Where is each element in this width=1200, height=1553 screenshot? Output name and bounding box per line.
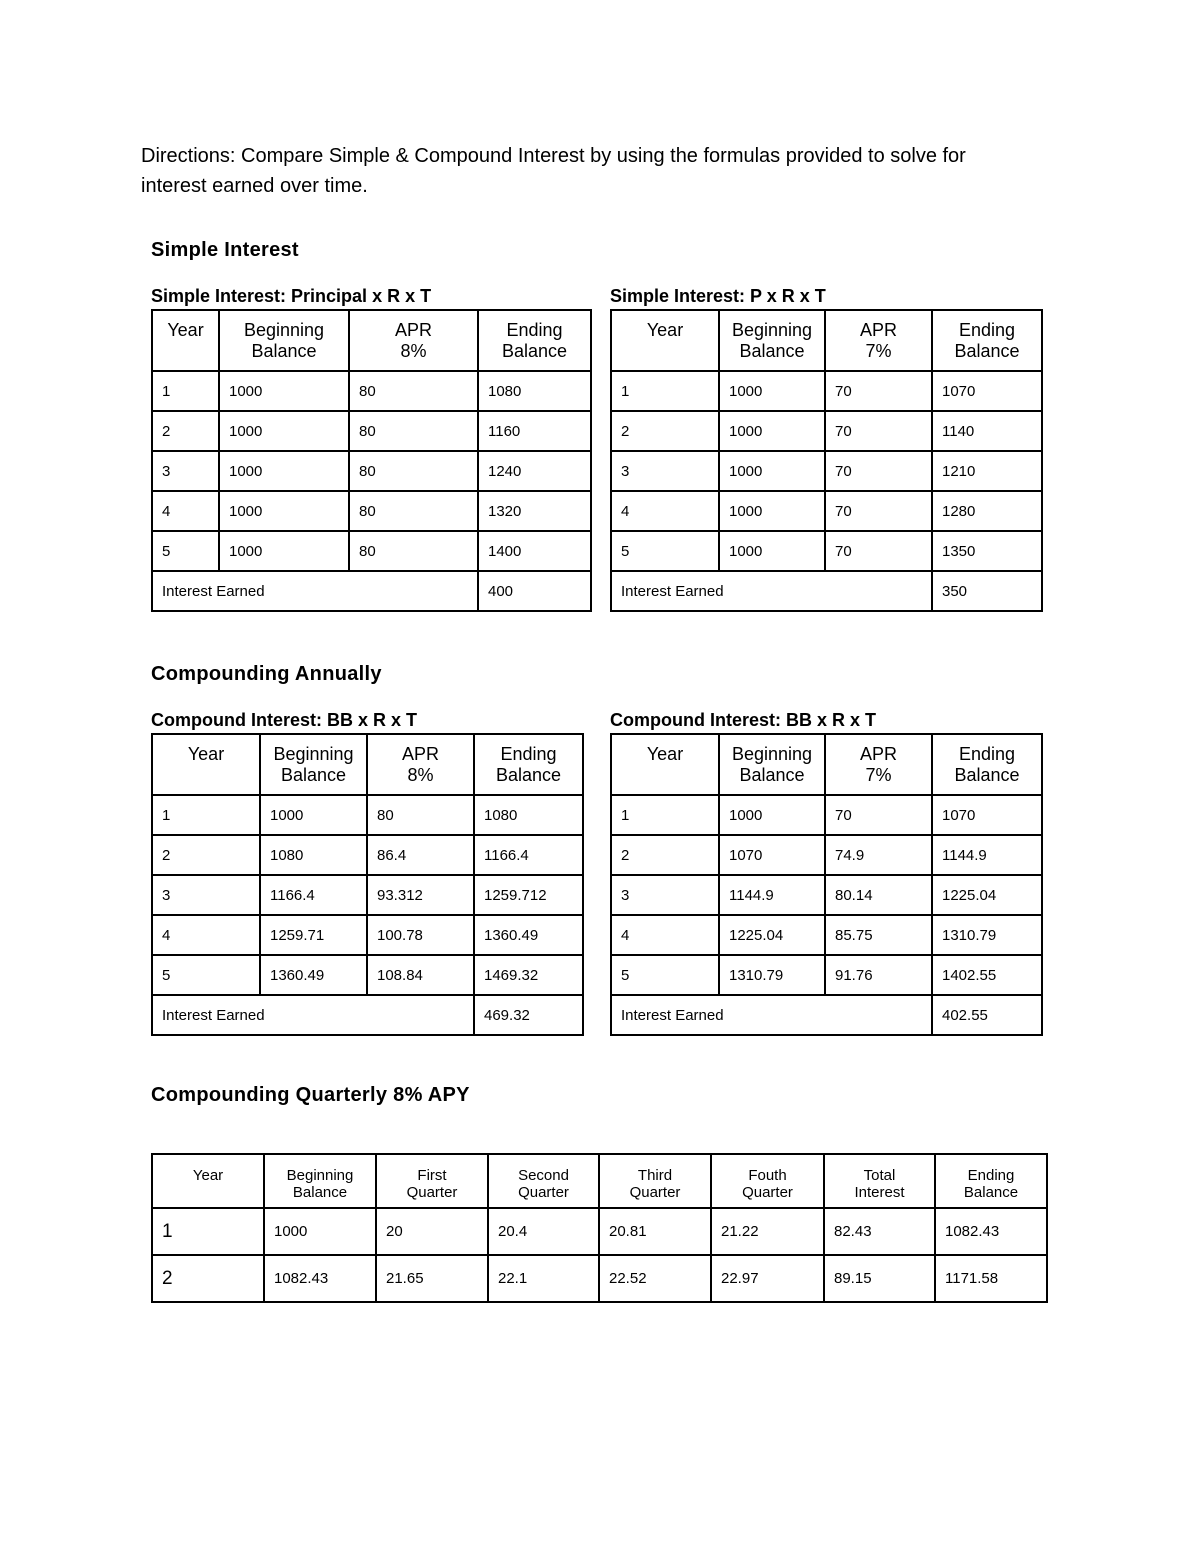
first-quarter-cell: 20 bbox=[376, 1208, 488, 1255]
header-balance-label: Balance bbox=[954, 341, 1020, 361]
interest-earned-row bbox=[611, 571, 1042, 611]
section-title-compounding-annually: Compounding Annually bbox=[151, 663, 382, 685]
header-apr-rate: 8% bbox=[400, 341, 427, 361]
year-cell: 1 bbox=[152, 371, 219, 411]
year-cell: 1 bbox=[152, 1208, 264, 1255]
section-title-compounding-quarterly: Compounding Quarterly 8% APY bbox=[151, 1084, 470, 1106]
header-second-quarter-line-2: Quarter bbox=[518, 1184, 569, 1201]
table-row bbox=[152, 451, 591, 491]
year-cell: 1 bbox=[611, 795, 719, 835]
ending-balance-cell: 1160 bbox=[478, 411, 591, 451]
second-quarter-cell: 22.1 bbox=[488, 1255, 599, 1302]
header-ending-balance bbox=[932, 734, 1042, 795]
apr-interest-cell: 80 bbox=[349, 451, 478, 491]
header-row bbox=[611, 734, 1042, 795]
apr-interest-cell: 70 bbox=[825, 411, 932, 451]
directions-text bbox=[141, 141, 1061, 201]
table-row bbox=[152, 835, 583, 875]
ending-balance-cell: 1080 bbox=[478, 371, 591, 411]
ending-balance-cell: 1402.55 bbox=[932, 955, 1042, 995]
header-apr bbox=[367, 734, 474, 795]
table-row bbox=[152, 411, 591, 451]
header-total-interest bbox=[824, 1154, 935, 1208]
apr-interest-cell: 70 bbox=[825, 531, 932, 571]
ending-balance-cell: 1166.4 bbox=[474, 835, 583, 875]
table-row bbox=[611, 875, 1042, 915]
apr-interest-cell: 80 bbox=[349, 411, 478, 451]
table-row bbox=[611, 915, 1042, 955]
ending-balance-cell: 1240 bbox=[478, 451, 591, 491]
interest-earned-value: 402.55 bbox=[932, 995, 1042, 1035]
beginning-balance-cell: 1000 bbox=[719, 531, 825, 571]
beginning-balance-cell: 1000 bbox=[719, 491, 825, 531]
year-cell: 2 bbox=[611, 411, 719, 451]
header-year bbox=[152, 734, 260, 795]
interest-earned-row bbox=[611, 995, 1042, 1035]
ending-balance-cell: 1082.43 bbox=[935, 1208, 1047, 1255]
year-cell: 5 bbox=[611, 955, 719, 995]
year-cell: 5 bbox=[611, 531, 719, 571]
header-apr bbox=[825, 310, 932, 371]
table-row bbox=[152, 915, 583, 955]
beginning-balance-cell: 1000 bbox=[719, 371, 825, 411]
ending-balance-cell: 1210 bbox=[932, 451, 1042, 491]
total-interest-cell: 82.43 bbox=[824, 1208, 935, 1255]
apr-interest-cell: 93.312 bbox=[367, 875, 474, 915]
year-cell: 5 bbox=[152, 531, 219, 571]
interest-earned-value: 350 bbox=[932, 571, 1042, 611]
ending-balance-cell: 1171.58 bbox=[935, 1255, 1047, 1302]
table-row bbox=[611, 531, 1042, 571]
apr-interest-cell: 108.84 bbox=[367, 955, 474, 995]
header-row bbox=[611, 310, 1042, 371]
beginning-balance-cell: 1000 bbox=[719, 795, 825, 835]
header-balance-label: Balance bbox=[280, 765, 347, 785]
header-beginning-label: Beginning bbox=[243, 320, 325, 340]
apr-interest-cell: 80 bbox=[349, 531, 478, 571]
year-cell: 2 bbox=[152, 411, 219, 451]
beginning-balance-cell: 1000 bbox=[219, 371, 349, 411]
apr-interest-cell: 80 bbox=[349, 371, 478, 411]
year-cell: 2 bbox=[152, 1255, 264, 1302]
table-row bbox=[152, 875, 583, 915]
header-row bbox=[152, 734, 583, 795]
apr-interest-cell: 70 bbox=[825, 451, 932, 491]
header-year bbox=[152, 310, 219, 371]
header-beginning-label: Beginning bbox=[731, 744, 813, 764]
apr-interest-cell: 80 bbox=[349, 491, 478, 531]
apr-interest-cell: 80 bbox=[367, 795, 474, 835]
table-row bbox=[611, 371, 1042, 411]
year-cell: 2 bbox=[611, 835, 719, 875]
ending-balance-cell: 1070 bbox=[932, 795, 1042, 835]
interest-earned-label: Interest Earned bbox=[611, 571, 932, 611]
header-beginning-balance bbox=[264, 1154, 376, 1208]
header-beginning-balance bbox=[219, 310, 349, 371]
header-apr bbox=[825, 734, 932, 795]
table-row bbox=[611, 491, 1042, 531]
header-ending-balance bbox=[935, 1154, 1047, 1208]
apr-interest-cell: 74.9 bbox=[825, 835, 932, 875]
header-beginning-balance-line-1: Beginning bbox=[286, 1167, 354, 1184]
beginning-balance-cell: 1070 bbox=[719, 835, 825, 875]
beginning-balance-cell: 1166.4 bbox=[260, 875, 367, 915]
header-third-quarter-line-2: Quarter bbox=[629, 1184, 681, 1201]
year-cell: 3 bbox=[611, 875, 719, 915]
beginning-balance-cell: 1144.9 bbox=[719, 875, 825, 915]
year-cell: 4 bbox=[152, 491, 219, 531]
header-beginning-balance bbox=[260, 734, 367, 795]
header-first-quarter bbox=[376, 1154, 488, 1208]
ending-balance-cell: 1310.79 bbox=[932, 915, 1042, 955]
header-third-quarter-line-1: Third bbox=[637, 1167, 673, 1184]
header-balance-label: Balance bbox=[251, 341, 317, 361]
beginning-balance-cell: 1082.43 bbox=[264, 1255, 376, 1302]
year-cell: 3 bbox=[152, 875, 260, 915]
simple-interest-8-table bbox=[151, 309, 592, 612]
header-row bbox=[152, 1154, 1047, 1208]
compound-quarterly-table bbox=[151, 1153, 1048, 1303]
interest-earned-value: 469.32 bbox=[474, 995, 583, 1035]
compound-annual-8-table bbox=[151, 733, 584, 1036]
header-apr bbox=[349, 310, 478, 371]
table-row bbox=[152, 491, 591, 531]
apr-interest-cell: 100.78 bbox=[367, 915, 474, 955]
ending-balance-cell: 1225.04 bbox=[932, 875, 1042, 915]
apr-interest-cell: 91.76 bbox=[825, 955, 932, 995]
apr-interest-cell: 80.14 bbox=[825, 875, 932, 915]
table-row bbox=[152, 371, 591, 411]
second-quarter-cell: 20.4 bbox=[488, 1208, 599, 1255]
table-row bbox=[152, 795, 583, 835]
table-row bbox=[152, 1255, 1047, 1302]
simple-interest-7-table bbox=[610, 309, 1043, 612]
header-apr-rate: 8% bbox=[407, 765, 434, 785]
ending-balance-cell: 1080 bbox=[474, 795, 583, 835]
year-cell: 1 bbox=[152, 795, 260, 835]
beginning-balance-cell: 1225.04 bbox=[719, 915, 825, 955]
ending-balance-cell: 1140 bbox=[932, 411, 1042, 451]
beginning-balance-cell: 1000 bbox=[719, 451, 825, 491]
header-ending-label: Ending bbox=[958, 744, 1016, 764]
year-cell: 4 bbox=[611, 915, 719, 955]
year-cell: 3 bbox=[152, 451, 219, 491]
header-second-quarter-line-1: Second bbox=[518, 1167, 569, 1184]
interest-earned-row bbox=[152, 995, 583, 1035]
header-year-label: Year bbox=[167, 320, 204, 340]
interest-earned-value: 400 bbox=[478, 571, 591, 611]
beginning-balance-cell: 1080 bbox=[260, 835, 367, 875]
ending-balance-cell: 1320 bbox=[478, 491, 591, 531]
header-apr-label: APR bbox=[394, 320, 432, 340]
header-year-line-1: Year bbox=[192, 1167, 224, 1184]
table-row bbox=[152, 955, 583, 995]
header-apr-label: APR bbox=[401, 744, 439, 764]
ending-balance-cell: 1400 bbox=[478, 531, 591, 571]
header-total-interest-line-1: Total bbox=[863, 1167, 896, 1184]
year-cell: 3 bbox=[611, 451, 719, 491]
ending-balance-cell: 1469.32 bbox=[474, 955, 583, 995]
header-balance-label: Balance bbox=[495, 765, 562, 785]
header-row bbox=[152, 310, 591, 371]
header-year bbox=[611, 734, 719, 795]
header-year-label: Year bbox=[187, 744, 225, 764]
apr-interest-cell: 70 bbox=[825, 491, 932, 531]
apr-interest-cell: 70 bbox=[825, 371, 932, 411]
header-second-quarter bbox=[488, 1154, 599, 1208]
beginning-balance-cell: 1000 bbox=[719, 411, 825, 451]
interest-earned-label: Interest Earned bbox=[152, 995, 474, 1035]
header-total-interest-line-2: Interest bbox=[854, 1184, 905, 1201]
header-ending-label: Ending bbox=[500, 744, 557, 764]
beginning-balance-cell: 1000 bbox=[260, 795, 367, 835]
beginning-balance-cell: 1360.49 bbox=[260, 955, 367, 995]
header-ending-balance-line-1: Ending bbox=[967, 1167, 1015, 1184]
table-row bbox=[611, 835, 1042, 875]
header-balance-label: Balance bbox=[501, 341, 568, 361]
beginning-balance-cell: 1000 bbox=[219, 531, 349, 571]
ending-balance-cell: 1350 bbox=[932, 531, 1042, 571]
apr-interest-cell: 85.75 bbox=[825, 915, 932, 955]
header-first-quarter-line-1: First bbox=[417, 1167, 447, 1184]
table-1-caption: Simple Interest: Principal x R x T bbox=[151, 286, 432, 306]
table-3-caption: Compound Interest: BB x R x T bbox=[151, 710, 418, 730]
section-title-simple-interest: Simple Interest bbox=[151, 239, 299, 261]
beginning-balance-cell: 1000 bbox=[219, 451, 349, 491]
compound-annual-7-table bbox=[610, 733, 1043, 1036]
table-row bbox=[611, 451, 1042, 491]
ending-balance-cell: 1259.712 bbox=[474, 875, 583, 915]
beginning-balance-cell: 1000 bbox=[219, 491, 349, 531]
ending-balance-cell: 1144.9 bbox=[932, 835, 1042, 875]
header-beginning-balance bbox=[719, 310, 825, 371]
header-ending-balance bbox=[932, 310, 1042, 371]
header-beginning-label: Beginning bbox=[273, 744, 354, 764]
year-cell: 2 bbox=[152, 835, 260, 875]
header-year bbox=[152, 1154, 264, 1208]
interest-earned-label: Interest Earned bbox=[152, 571, 478, 611]
header-balance-label: Balance bbox=[739, 765, 805, 785]
header-beginning-label: Beginning bbox=[731, 320, 813, 340]
header-fourth-quarter-line-1: Fouth bbox=[748, 1167, 787, 1184]
header-apr-label: APR bbox=[859, 320, 897, 340]
header-ending-balance bbox=[478, 310, 591, 371]
beginning-balance-cell: 1310.79 bbox=[719, 955, 825, 995]
table-row bbox=[152, 1208, 1047, 1255]
year-cell: 4 bbox=[152, 915, 260, 955]
header-beginning-balance-line-2: Balance bbox=[292, 1184, 348, 1201]
header-apr-rate: 7% bbox=[865, 765, 892, 785]
directions-line-2: interest earned over time. bbox=[141, 175, 368, 197]
fourth-quarter-cell: 21.22 bbox=[711, 1208, 824, 1255]
header-ending-label: Ending bbox=[506, 320, 563, 340]
header-ending-balance bbox=[474, 734, 583, 795]
year-cell: 1 bbox=[611, 371, 719, 411]
header-year-label: Year bbox=[646, 744, 684, 764]
ending-balance-cell: 1070 bbox=[932, 371, 1042, 411]
table-row bbox=[152, 531, 591, 571]
header-balance-label: Balance bbox=[954, 765, 1020, 785]
table-row bbox=[611, 411, 1042, 451]
first-quarter-cell: 21.65 bbox=[376, 1255, 488, 1302]
header-fourth-quarter bbox=[711, 1154, 824, 1208]
ending-balance-cell: 1280 bbox=[932, 491, 1042, 531]
third-quarter-cell: 22.52 bbox=[599, 1255, 711, 1302]
directions-line-1: Directions: Compare Simple & Compound Interest by using the formulas provided to solve for bbox=[141, 145, 966, 167]
header-third-quarter bbox=[599, 1154, 711, 1208]
beginning-balance-cell: 1259.71 bbox=[260, 915, 367, 955]
apr-interest-cell: 86.4 bbox=[367, 835, 474, 875]
ending-balance-cell: 1360.49 bbox=[474, 915, 583, 955]
header-first-quarter-line-2: Quarter bbox=[406, 1184, 458, 1201]
interest-earned-label: Interest Earned bbox=[611, 995, 932, 1035]
total-interest-cell: 89.15 bbox=[824, 1255, 935, 1302]
third-quarter-cell: 20.81 bbox=[599, 1208, 711, 1255]
header-beginning-balance bbox=[719, 734, 825, 795]
header-ending-label: Ending bbox=[958, 320, 1016, 340]
header-year bbox=[611, 310, 719, 371]
year-cell: 4 bbox=[611, 491, 719, 531]
fourth-quarter-cell: 22.97 bbox=[711, 1255, 824, 1302]
table-row bbox=[611, 955, 1042, 995]
beginning-balance-cell: 1000 bbox=[219, 411, 349, 451]
header-apr-label: APR bbox=[859, 744, 897, 764]
table-row bbox=[611, 795, 1042, 835]
header-balance-label: Balance bbox=[739, 341, 805, 361]
header-fourth-quarter-line-2: Quarter bbox=[742, 1184, 793, 1201]
year-cell: 5 bbox=[152, 955, 260, 995]
header-year-label: Year bbox=[646, 320, 684, 340]
apr-interest-cell: 70 bbox=[825, 795, 932, 835]
header-ending-balance-line-2: Balance bbox=[963, 1184, 1019, 1201]
table-4-caption: Compound Interest: BB x R x T bbox=[610, 710, 877, 730]
header-apr-rate: 7% bbox=[865, 341, 892, 361]
beginning-balance-cell: 1000 bbox=[264, 1208, 376, 1255]
table-2-caption: Simple Interest: P x R x T bbox=[610, 286, 826, 306]
interest-earned-row bbox=[152, 571, 591, 611]
